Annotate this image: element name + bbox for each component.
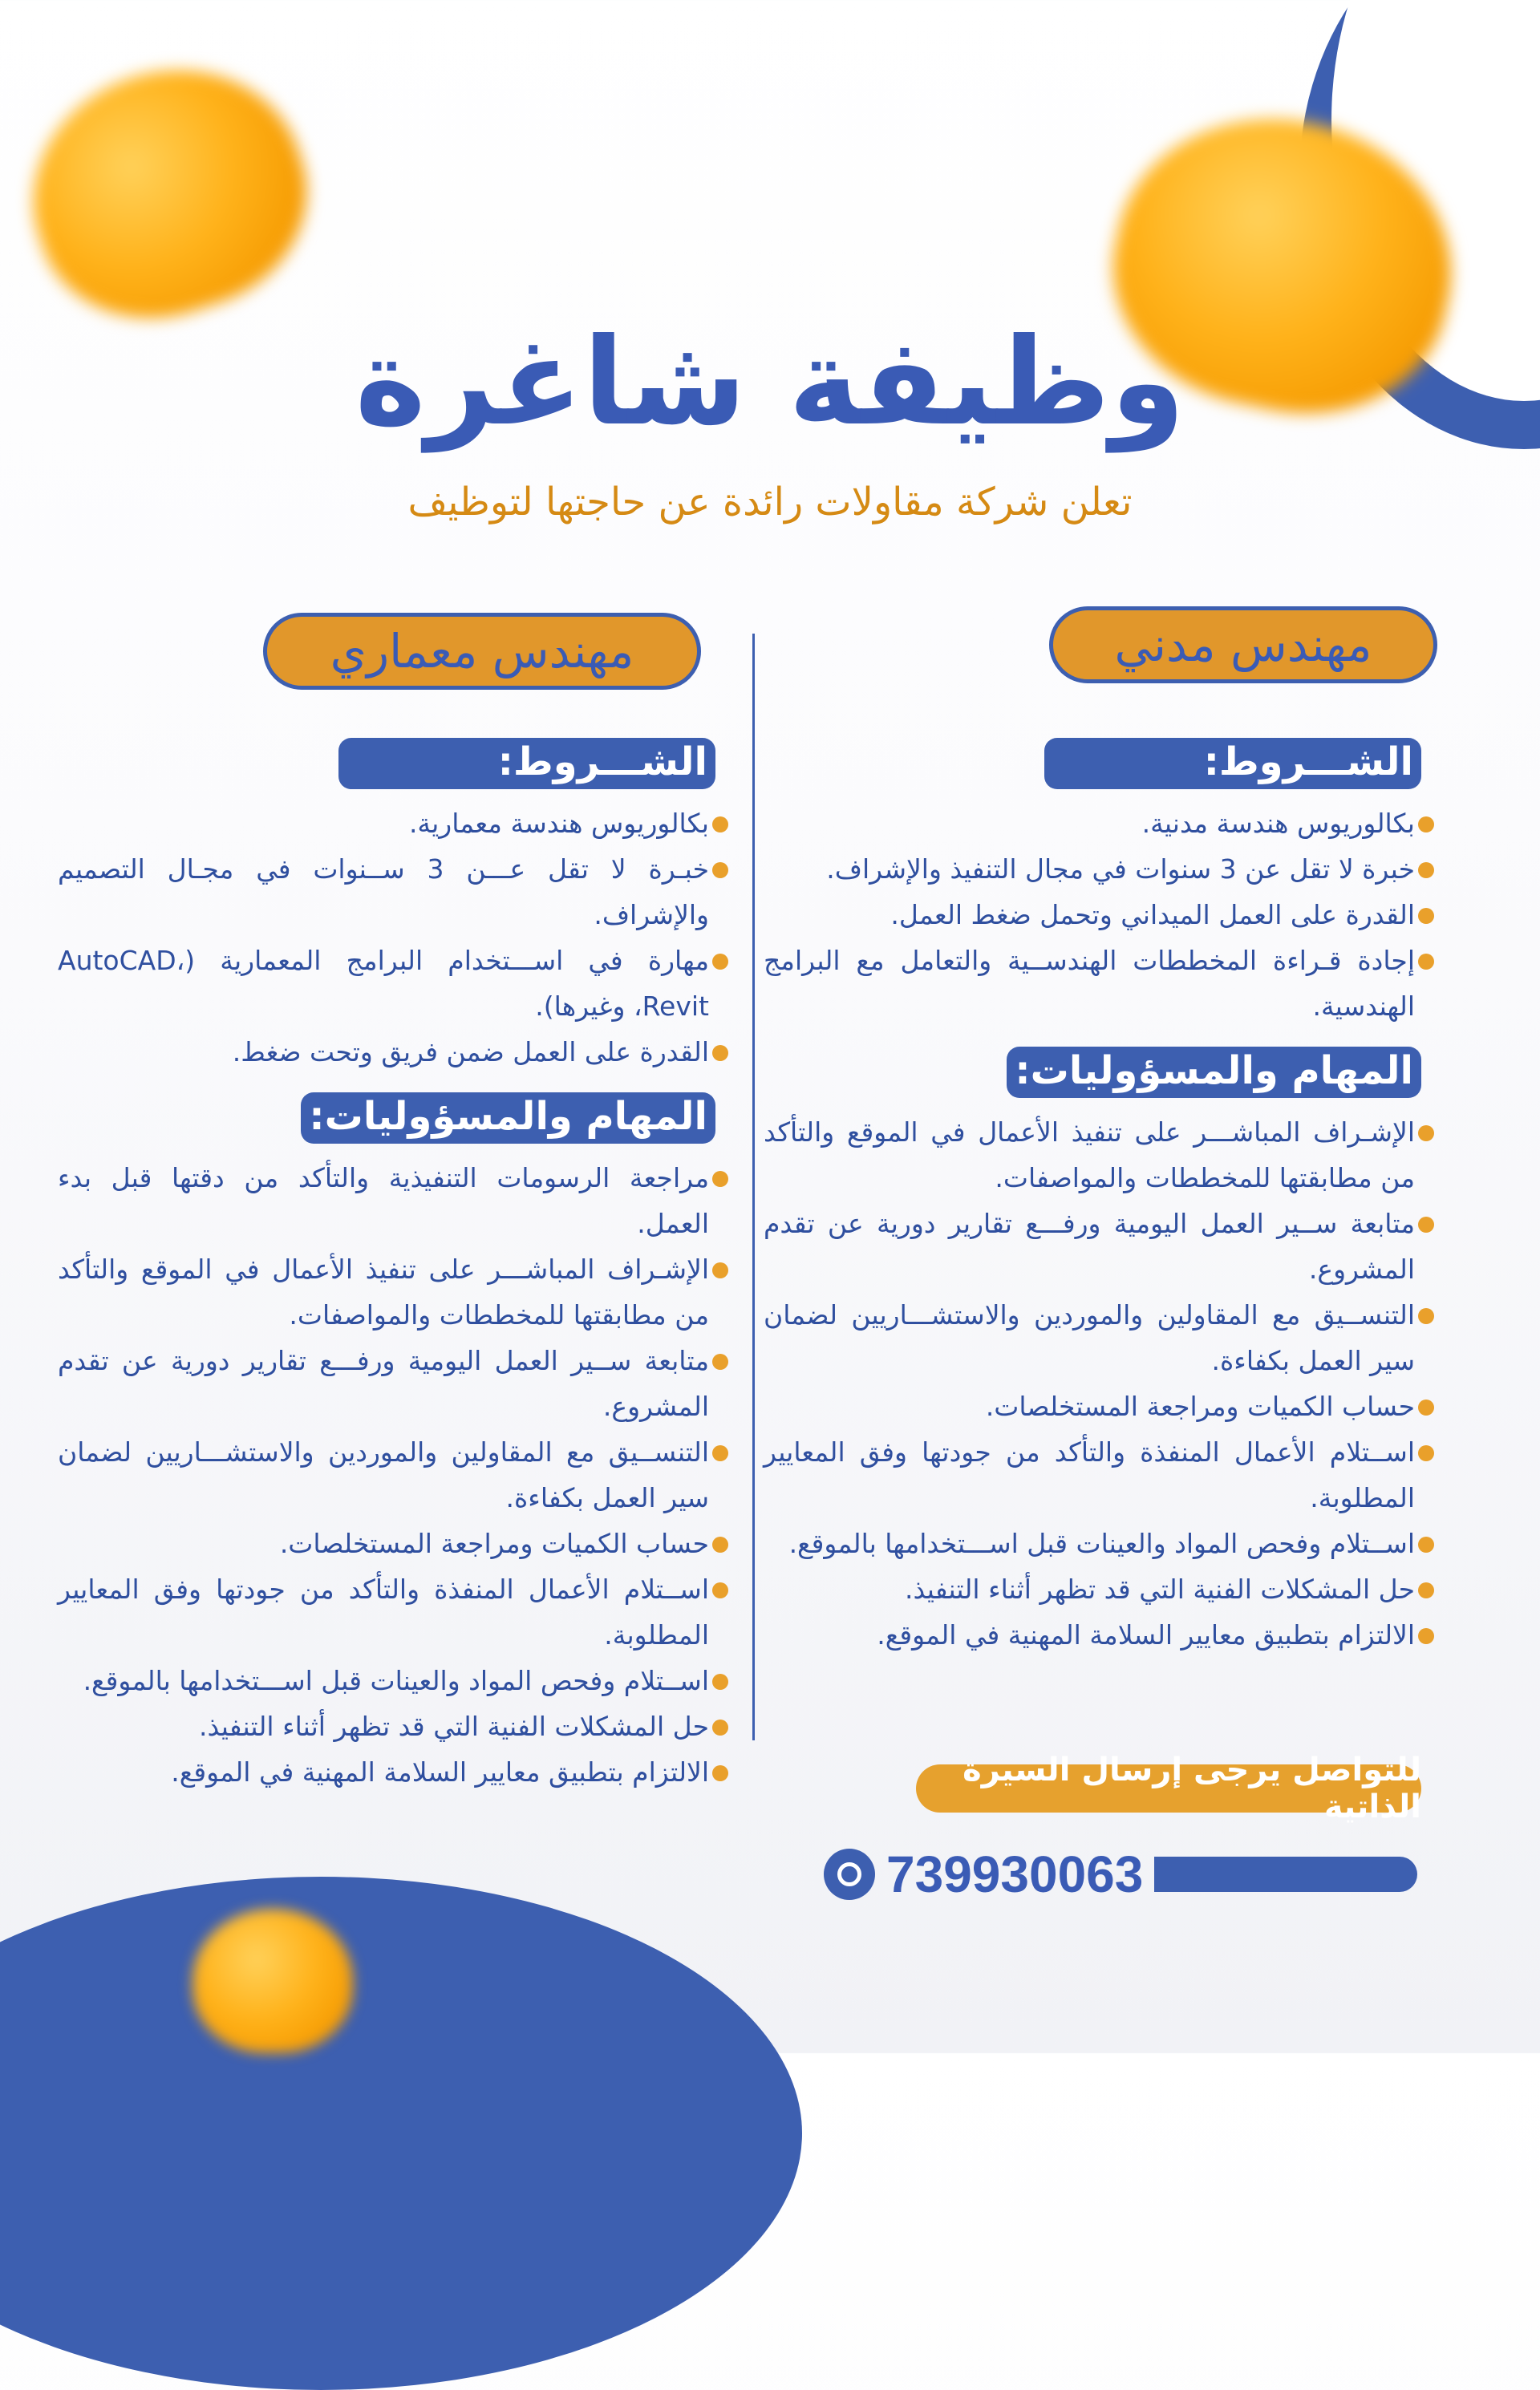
civil-duties-list (764, 1109, 1421, 1658)
bullet-icon (1418, 862, 1434, 878)
bullet-icon (1418, 1400, 1434, 1416)
contact-label: للتواصل يرجى إرسال السيرة الذاتية (916, 1764, 1421, 1813)
bullet-icon (1418, 1217, 1434, 1233)
bullet-icon (712, 1171, 728, 1187)
list-item: حل المشكلات الفنية التي قد تظهر أثناء التنفيذ. (58, 1703, 715, 1749)
bullet-icon (1418, 954, 1434, 970)
list-item: التنســيق مع المقاولين والموردين والاستشـــاريين لضمان سير العمل بكفاءة. (764, 1292, 1421, 1383)
bullet-icon (712, 1445, 728, 1461)
bullet-icon (712, 1582, 728, 1598)
bullet-icon (1418, 1537, 1434, 1553)
phone-row (824, 1846, 1417, 1902)
list-item: بكالوريوس هندسة معمارية. (58, 800, 715, 846)
page-title: وظيفة شاغرة (355, 313, 1185, 452)
bullet-icon (712, 1045, 728, 1061)
duties-heading: المهام والمسؤوليات: (1007, 1047, 1421, 1098)
bullet-icon (1418, 1445, 1434, 1461)
list-item: الالتزام بتطبيق معايير السلامة المهنية في الموقع. (764, 1612, 1421, 1658)
list-item: إجادة قـراءة المخططات الهندســية والتعامل مع البرامج الهندسية. (764, 938, 1421, 1029)
list-item: اســتلام الأعمال المنفذة والتأكد من جودتها وفق المعايير المطلوبة. (58, 1566, 715, 1658)
job-title-arch: مهندس معماري (263, 613, 701, 690)
bullet-icon (1418, 1582, 1434, 1598)
page-subtitle: تعلن شركة مقاولات رائدة عن حاجتها لتوظيف (407, 480, 1133, 525)
list-item: متابعة ســير العمل اليومية ورفـــع تقارير دورية عن تقدم المشروع. (58, 1338, 715, 1429)
list-item: اســتلام وفحص المواد والعينات قبل اســـتخدامها بالموقع. (58, 1658, 715, 1703)
list-item: مراجعة الرسومات التنفيذية والتأكد من دقتها قبل بدء العمل. (58, 1155, 715, 1246)
list-item: خبرة لا تقل عن 3 سنوات في مجال التنفيذ والإشراف. (764, 846, 1421, 892)
bullet-icon (712, 1720, 728, 1736)
conditions-heading: الشـــروط: (338, 738, 715, 789)
bullet-icon (712, 816, 728, 832)
list-item: الالتزام بتطبيق معايير السلامة المهنية في الموقع. (58, 1749, 715, 1795)
list-item: الإشـراف المباشـــر على تنفيذ الأعمال في الموقع والتأكد من مطابقتها للمخططات والمواصفات. (764, 1109, 1421, 1201)
hard-hat-image (192, 1909, 353, 2053)
arch-duties-list (58, 1155, 715, 1795)
bullet-icon (1418, 1628, 1434, 1644)
bullet-icon (712, 1674, 728, 1690)
list-item: حساب الكميات ومراجعة المستخلصات. (764, 1383, 1421, 1429)
phone-number[interactable]: 739930063 (886, 1845, 1144, 1903)
bullet-icon (712, 1765, 728, 1781)
civil-column (764, 738, 1421, 1658)
job-title-civil: مهندس مدني (1049, 606, 1437, 683)
conditions-heading: الشـــروط: (1044, 738, 1421, 789)
list-item: القدرة على العمل الميداني وتحمل ضغط العمل. (764, 892, 1421, 938)
arch-column (58, 738, 715, 1795)
arch-conditions-list (58, 800, 715, 1075)
bullet-icon (1418, 908, 1434, 924)
bullet-icon (712, 862, 728, 878)
civil-conditions-list (764, 800, 1421, 1029)
bullet-icon (1418, 1125, 1434, 1141)
list-item: الإشـراف المباشـــر على تنفيذ الأعمال في الموقع والتأكد من مطابقتها للمخططات والمواصفات. (58, 1246, 715, 1338)
hard-hat-image (2, 36, 335, 349)
bullet-icon (712, 954, 728, 970)
list-item: حل المشكلات الفنية التي قد تظهر أثناء التنفيذ. (764, 1566, 1421, 1612)
list-item: القدرة على العمل ضمن فريق وتحت ضغط. (58, 1029, 715, 1075)
list-item: مهارة في اســـتخدام البرامج المعمارية (AutoCAD، Revit، وغيرها). (58, 938, 715, 1029)
bullet-icon (1418, 816, 1434, 832)
list-item: حساب الكميات ومراجعة المستخلصات. (58, 1521, 715, 1566)
duties-heading: المهام والمسؤوليات: (301, 1092, 715, 1144)
bullet-icon (712, 1537, 728, 1553)
decorative-blue-arc-bottom (0, 1877, 802, 2390)
list-item: التنســيق مع المقاولين والموردين والاستشـــاريين لضمان سير العمل بكفاءة. (58, 1429, 715, 1521)
list-item: متابعة ســير العمل اليومية ورفـــع تقارير دورية عن تقدم المشروع. (764, 1201, 1421, 1292)
bullet-icon (1418, 1308, 1434, 1324)
list-item: اســتلام وفحص المواد والعينات قبل اســـتخدامها بالموقع. (764, 1521, 1421, 1566)
whatsapp-icon[interactable] (824, 1849, 875, 1900)
decorative-bar (1154, 1857, 1417, 1892)
list-item: بكالوريوس هندسة مدنية. (764, 800, 1421, 846)
list-item: اســتلام الأعمال المنفذة والتأكد من جودتها وفق المعايير المطلوبة. (764, 1429, 1421, 1521)
bullet-icon (712, 1354, 728, 1370)
bullet-icon (712, 1262, 728, 1278)
list-item: خبـرة لا تقل عـــن 3 ســنوات في مجـال التصميم والإشراف. (58, 846, 715, 938)
column-divider (752, 634, 755, 1740)
